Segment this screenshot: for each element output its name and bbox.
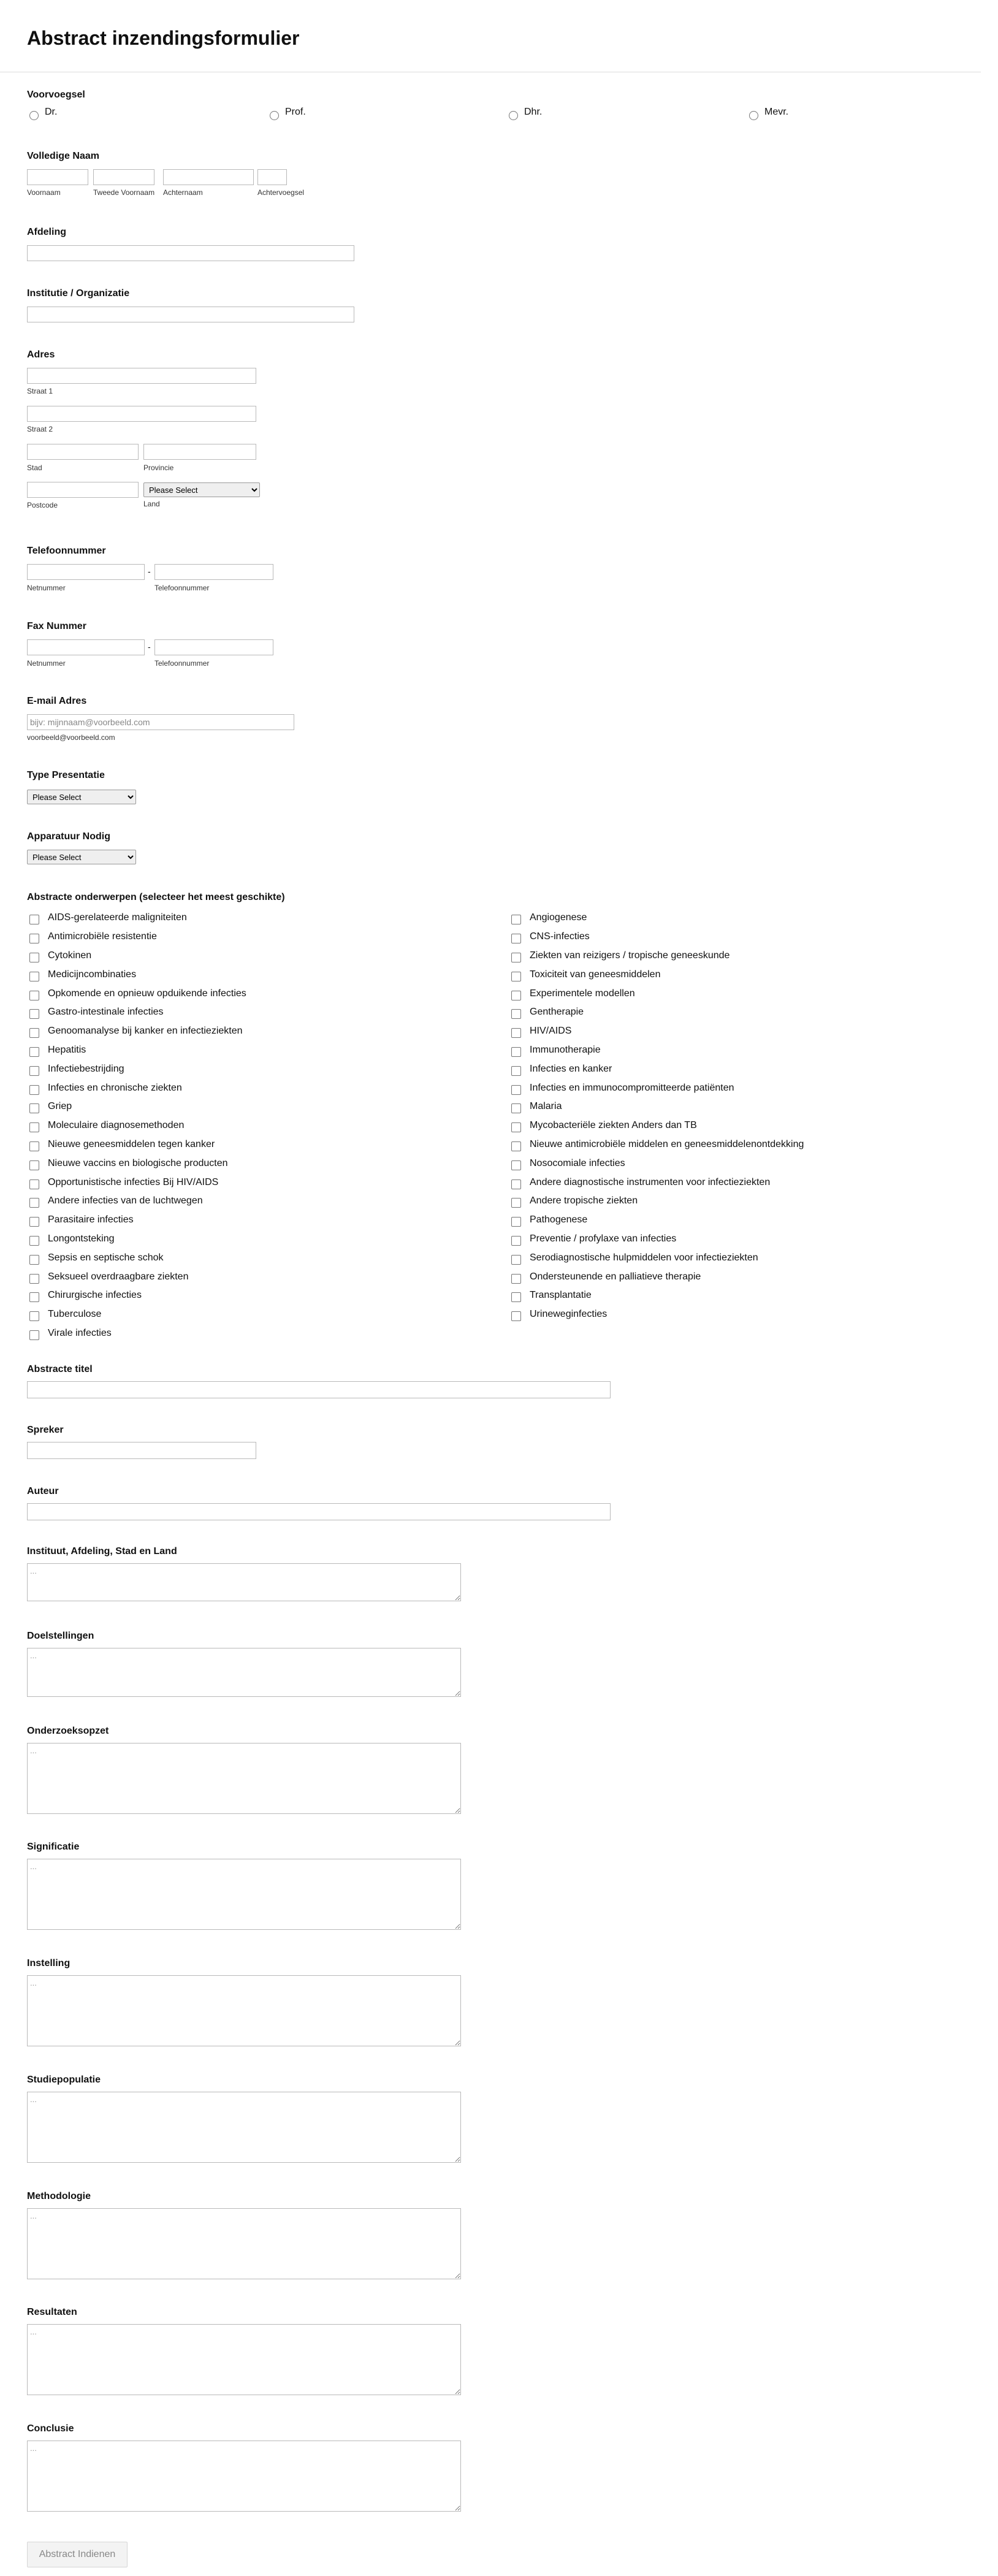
topic-label: Seksueel overdraagbare ziekten <box>48 1271 189 1282</box>
topic-checkbox[interactable] <box>29 1198 39 1208</box>
topic-label: Nieuwe vaccins en biologische producten <box>48 1157 228 1168</box>
topic-option[interactable] <box>511 1116 804 1135</box>
topic-option[interactable] <box>29 1267 246 1286</box>
topic-label: Chirurgische infecties <box>48 1290 142 1301</box>
topic-checkbox[interactable] <box>29 1066 39 1076</box>
topic-checkbox[interactable] <box>29 1255 39 1265</box>
topic-checkbox[interactable] <box>29 1141 39 1151</box>
topic-label: Malaria <box>530 1101 562 1112</box>
topic-checkbox[interactable] <box>29 1028 39 1038</box>
topic-checkbox[interactable] <box>511 934 521 943</box>
topic-option[interactable] <box>29 947 246 966</box>
radio-label: Prof. <box>285 107 306 117</box>
topic-option[interactable] <box>511 1097 804 1116</box>
topic-checkbox[interactable] <box>511 1028 521 1038</box>
phone-area-sublabel: Netnummer <box>27 584 66 592</box>
topic-label: Virale infecties <box>48 1327 112 1338</box>
topics-left-column <box>29 909 246 1343</box>
topic-label: Medicijncombinaties <box>48 969 137 980</box>
topic-option[interactable] <box>29 1135 246 1154</box>
prefix-option-mevr[interactable] <box>749 107 788 121</box>
topic-label: Gastro-intestinale infecties <box>48 1007 164 1018</box>
topic-checkbox[interactable] <box>511 1236 521 1246</box>
topic-label: Infecties en kanker <box>530 1063 612 1074</box>
topic-checkbox[interactable] <box>511 1198 521 1208</box>
topic-label: Gentherapie <box>530 1007 584 1018</box>
topic-checkbox[interactable] <box>511 1141 521 1151</box>
setting-textarea[interactable] <box>27 1975 461 2046</box>
topic-checkbox[interactable] <box>29 1236 39 1246</box>
topic-label: Griep <box>48 1101 72 1112</box>
topic-checkbox[interactable] <box>29 915 39 924</box>
topic-checkbox[interactable] <box>29 1179 39 1189</box>
department-label: Afdeling <box>27 227 66 237</box>
fax-area-input[interactable] <box>27 639 145 655</box>
topic-label: Parasitaire infecties <box>48 1214 134 1225</box>
topic-option[interactable] <box>511 947 804 966</box>
topic-option[interactable] <box>511 1230 804 1249</box>
topic-option[interactable] <box>29 1286 246 1305</box>
topic-checkbox[interactable] <box>29 991 39 1000</box>
topic-label: AIDS-gerelateerde maligniteiten <box>48 912 187 923</box>
phone-label: Telefoonnummer <box>27 546 106 556</box>
topic-label: Longontsteking <box>48 1233 115 1244</box>
methodology-label: Methodologie <box>27 2191 91 2201</box>
prefix-label: Voorvoegsel <box>27 90 85 100</box>
study-design-label: Onderzoeksopzet <box>27 1726 109 1736</box>
topic-label: Tuberculose <box>48 1309 102 1320</box>
radio-circle[interactable] <box>509 111 518 120</box>
topic-checkbox[interactable] <box>29 1047 39 1057</box>
topic-label: Andere tropische ziekten <box>530 1195 638 1206</box>
topic-checkbox[interactable] <box>511 1122 521 1132</box>
topic-checkbox[interactable] <box>511 1292 521 1302</box>
fax-label: Fax Nummer <box>27 621 86 631</box>
author-label: Auteur <box>27 1486 59 1496</box>
topic-label: Preventie / profylaxe van infecties <box>530 1233 677 1244</box>
topic-label: Angiogenese <box>530 912 587 923</box>
topics-label: Abstracte onderwerpen (selecteer het meest geschikte) <box>27 892 285 902</box>
topic-checkbox[interactable] <box>29 1274 39 1284</box>
topic-option[interactable] <box>511 1154 804 1173</box>
topic-option[interactable] <box>29 1305 246 1324</box>
topic-label: Ziekten van reizigers / tropische geneeskunde <box>530 950 730 961</box>
equipment-label: Apparatuur Nodig <box>27 831 110 842</box>
results-label: Resultaten <box>27 2307 77 2317</box>
first-name-input[interactable] <box>27 169 88 185</box>
radio-label: Dhr. <box>524 107 543 117</box>
email-hint: voorbeeld@voorbeeld.com <box>27 733 115 742</box>
topic-checkbox[interactable] <box>29 1311 39 1321</box>
topic-option[interactable] <box>29 928 246 947</box>
radio-label: Mevr. <box>764 107 789 117</box>
last-name-sublabel: Achternaam <box>163 188 203 197</box>
phone-dash: - <box>148 566 151 576</box>
topic-label: Nieuwe antimicrobiële middelen en geneesmiddelenontdekking <box>530 1138 804 1149</box>
topic-label: Andere infecties van de luchtwegen <box>48 1195 203 1206</box>
topic-checkbox[interactable] <box>511 1085 521 1095</box>
topic-checkbox[interactable] <box>29 1122 39 1132</box>
methodology-textarea[interactable] <box>27 2208 461 2279</box>
topic-label: Cytokinen <box>48 950 92 961</box>
topic-checkbox[interactable] <box>511 1217 521 1227</box>
phone-number-sublabel: Telefoonnummer <box>154 584 210 592</box>
radio-circle[interactable] <box>270 111 279 120</box>
topic-option[interactable] <box>29 1097 246 1116</box>
topic-option[interactable] <box>29 1022 246 1041</box>
topic-checkbox[interactable] <box>29 1217 39 1227</box>
fax-area-sublabel: Netnummer <box>27 659 66 668</box>
topic-option[interactable] <box>511 1078 804 1097</box>
street2-input[interactable] <box>27 406 256 422</box>
topic-option[interactable] <box>511 1267 804 1286</box>
topic-label: Mycobacteriële ziekten Anders dan TB <box>530 1120 697 1131</box>
institution-label: Institutie / Organizatie <box>27 288 130 299</box>
radio-label: Dr. <box>45 107 58 117</box>
topic-option[interactable] <box>511 1003 804 1022</box>
significance-textarea[interactable] <box>27 1859 461 1930</box>
topic-checkbox[interactable] <box>511 1066 521 1076</box>
topic-checkbox[interactable] <box>511 1047 521 1057</box>
topic-option[interactable] <box>511 1248 804 1267</box>
study-population-label: Studiepopulatie <box>27 2075 101 2085</box>
topic-checkbox[interactable] <box>511 1274 521 1284</box>
topic-option[interactable] <box>29 1059 246 1078</box>
topic-option[interactable] <box>29 1324 246 1343</box>
topic-checkbox[interactable] <box>511 953 521 962</box>
topic-option[interactable] <box>511 984 804 1003</box>
objectives-textarea[interactable] <box>27 1648 461 1697</box>
fax-number-sublabel: Telefoonnummer <box>154 659 210 668</box>
institute-dept-label: Instituut, Afdeling, Stad en Land <box>27 1546 177 1557</box>
topic-option[interactable] <box>29 1173 246 1192</box>
presentation-type-label: Type Presentatie <box>27 770 105 780</box>
topic-label: Infecties en chronische ziekten <box>48 1082 182 1093</box>
topic-checkbox[interactable] <box>511 915 521 924</box>
conclusion-textarea[interactable] <box>27 2441 461 2512</box>
radio-circle[interactable] <box>29 111 39 120</box>
topic-option[interactable] <box>29 1211 246 1230</box>
prefix-option-dr[interactable] <box>29 107 57 121</box>
phone-number-input[interactable] <box>154 564 273 580</box>
topic-label: Serodiagnostische hulpmiddelen voor infectieziekten <box>530 1252 758 1263</box>
topic-option[interactable] <box>29 1003 246 1022</box>
abstract-title-input[interactable] <box>27 1381 611 1398</box>
topic-option[interactable] <box>511 1135 804 1154</box>
topic-label: Andere diagnostische instrumenten voor infectieziekten <box>530 1176 771 1187</box>
topic-option[interactable] <box>29 1248 246 1267</box>
topic-checkbox[interactable] <box>29 934 39 943</box>
topic-option[interactable] <box>29 1078 246 1097</box>
last-name-input[interactable] <box>163 169 254 185</box>
topic-label: Opportunistische infecties Bij HIV/AIDS <box>48 1176 219 1187</box>
study-population-textarea[interactable] <box>27 2092 461 2163</box>
submit-abstract-button[interactable]: Abstract Indienen <box>27 2542 128 2567</box>
topic-checkbox[interactable] <box>511 991 521 1000</box>
institution-input[interactable] <box>27 307 354 322</box>
topic-option[interactable] <box>511 1041 804 1060</box>
topic-checkbox[interactable] <box>29 953 39 962</box>
email-label: E-mail Adres <box>27 696 87 706</box>
topic-option[interactable] <box>511 1305 804 1324</box>
address-label: Adres <box>27 349 55 360</box>
phone-area-input[interactable] <box>27 564 145 580</box>
topic-label: Pathogenese <box>530 1214 588 1225</box>
street1-sublabel: Straat 1 <box>27 387 53 395</box>
presentation-type-select[interactable] <box>27 790 136 804</box>
topic-checkbox[interactable] <box>29 972 39 981</box>
topic-option[interactable] <box>511 1211 804 1230</box>
topic-option[interactable] <box>29 984 246 1003</box>
abstract-title-label: Abstracte titel <box>27 1364 93 1374</box>
objectives-label: Doelstellingen <box>27 1631 94 1641</box>
topic-label: Moleculaire diagnosemethoden <box>48 1120 185 1131</box>
topic-label: Infectiebestrijding <box>48 1063 124 1074</box>
topic-label: Antimicrobiële resistentie <box>48 931 157 942</box>
topic-label: Nosocomiale infecties <box>530 1157 625 1168</box>
topic-option[interactable] <box>29 965 246 984</box>
topic-checkbox[interactable] <box>511 1103 521 1113</box>
street1-input[interactable] <box>27 368 256 384</box>
prefix-option-prof[interactable] <box>270 107 306 121</box>
institute-dept-textarea[interactable] <box>27 1563 461 1601</box>
topic-checkbox[interactable] <box>29 1292 39 1302</box>
results-textarea[interactable] <box>27 2324 461 2395</box>
topic-label: Hepatitis <box>48 1044 86 1055</box>
topic-label: Genoomanalyse bij kanker en infectieziekten <box>48 1026 243 1037</box>
topic-checkbox[interactable] <box>511 1179 521 1189</box>
topic-option[interactable] <box>511 1286 804 1305</box>
significance-label: Significatie <box>27 1842 80 1852</box>
fax-number-input[interactable] <box>154 639 273 655</box>
middle-name-input[interactable] <box>93 169 154 185</box>
topics-right-column <box>511 909 804 1324</box>
postcode-sublabel: Postcode <box>27 501 58 509</box>
topic-option[interactable] <box>29 1116 246 1135</box>
conclusion-label: Conclusie <box>27 2423 74 2434</box>
topic-option[interactable] <box>511 1173 804 1192</box>
topic-label: HIV/AIDS <box>530 1026 572 1037</box>
speaker-label: Spreker <box>27 1425 64 1435</box>
topic-label: Transplantatie <box>530 1290 592 1301</box>
topic-checkbox[interactable] <box>511 1255 521 1265</box>
topic-option[interactable] <box>511 909 804 928</box>
topic-label: Ondersteunende en palliatieve therapie <box>530 1271 701 1282</box>
email-input[interactable] <box>27 714 294 730</box>
city-sublabel: Stad <box>27 463 42 472</box>
topic-option[interactable] <box>511 1059 804 1078</box>
first-name-sublabel: Voornaam <box>27 188 61 197</box>
department-input[interactable] <box>27 245 354 261</box>
street2-sublabel: Straat 2 <box>27 425 53 433</box>
author-input[interactable] <box>27 1503 611 1520</box>
topic-checkbox[interactable] <box>511 1311 521 1321</box>
province-input[interactable] <box>143 444 256 460</box>
equipment-select[interactable] <box>27 850 136 864</box>
topic-checkbox[interactable] <box>29 1009 39 1019</box>
fax-dash: - <box>148 642 151 652</box>
topic-checkbox[interactable] <box>511 1160 521 1170</box>
topic-label: Sepsis en septische schok <box>48 1252 164 1263</box>
topic-checkbox[interactable] <box>511 1009 521 1019</box>
topic-label: CNS-infecties <box>530 931 590 942</box>
country-select[interactable] <box>143 482 260 497</box>
topic-checkbox[interactable] <box>29 1330 39 1340</box>
middle-name-sublabel: Tweede Voornaam <box>93 188 155 197</box>
topic-option[interactable] <box>511 1022 804 1041</box>
postcode-input[interactable] <box>27 482 139 498</box>
topic-option[interactable] <box>29 1192 246 1211</box>
topic-label: Nieuwe geneesmiddelen tegen kanker <box>48 1138 215 1149</box>
topic-checkbox[interactable] <box>511 972 521 981</box>
topic-option[interactable] <box>511 1192 804 1211</box>
topic-label: Experimentele modellen <box>530 988 635 999</box>
topic-option[interactable] <box>29 909 246 928</box>
province-sublabel: Provincie <box>143 463 174 472</box>
suffix-sublabel: Achtervoegsel <box>257 188 305 197</box>
topic-label: Toxiciteit van geneesmiddelen <box>530 969 661 980</box>
radio-circle[interactable] <box>749 111 758 120</box>
city-input[interactable] <box>27 444 139 460</box>
topic-checkbox[interactable] <box>29 1103 39 1113</box>
topic-label: Opkomende en opnieuw opduikende infecties <box>48 988 246 999</box>
topic-option[interactable] <box>29 1154 246 1173</box>
page-title: Abstract inzendingsformulier <box>27 27 300 49</box>
setting-label: Instelling <box>27 1958 70 1968</box>
topic-checkbox[interactable] <box>29 1085 39 1095</box>
topic-label: Infecties en immunocompromitteerde patiënten <box>530 1082 734 1093</box>
topic-option[interactable] <box>511 965 804 984</box>
topic-option[interactable] <box>29 1041 246 1060</box>
suffix-input[interactable] <box>257 169 287 185</box>
topic-label: Immunotherapie <box>530 1044 601 1055</box>
topic-checkbox[interactable] <box>29 1160 39 1170</box>
full-name-label: Volledige Naam <box>27 151 99 161</box>
topic-option[interactable] <box>511 928 804 947</box>
prefix-option-dhr[interactable] <box>509 107 542 121</box>
speaker-input[interactable] <box>27 1442 256 1459</box>
topic-option[interactable] <box>29 1230 246 1249</box>
topic-label: Urineweginfecties <box>530 1309 608 1320</box>
country-sublabel: Land <box>143 500 160 508</box>
study-design-textarea[interactable] <box>27 1743 461 1814</box>
